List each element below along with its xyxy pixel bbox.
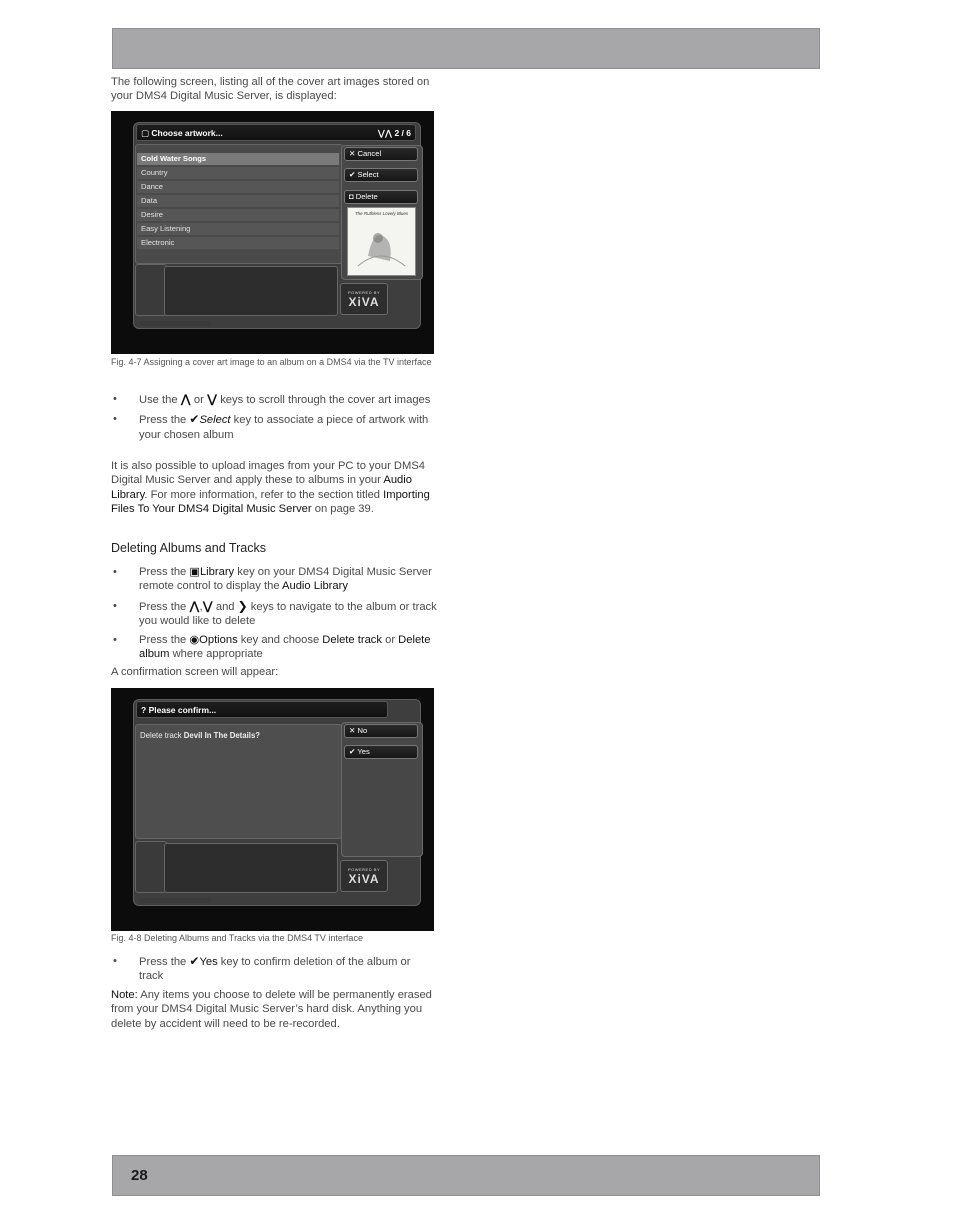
info-panel-left <box>135 841 167 893</box>
close-icon: ✕ <box>349 726 356 735</box>
right-arrow-icon: ❯ <box>237 598 248 613</box>
progress-strip <box>139 321 211 326</box>
info-panel <box>164 843 338 893</box>
footer-bar <box>112 1155 820 1196</box>
confirm-intro: A confirmation screen will appear: <box>111 666 279 678</box>
no-button[interactable]: ✕ No <box>344 724 418 738</box>
header-bar <box>112 28 820 69</box>
chevron-up-icon: ⋀ <box>384 128 393 138</box>
list-item: • Press the ▣Library key on your DMS4 Digital Music Server remote control to display the Audio Library <box>113 566 432 593</box>
check-icon: ✔ <box>189 954 200 968</box>
intro-text: The following screen, listing all of the cover art images stored on your DMS4 Digital Music Server, is displayed: <box>111 76 430 103</box>
list-item: • Press the ◉Options key and choose Delete track or Delete album where appropriate <box>113 634 431 661</box>
progress-strip <box>139 898 211 903</box>
list-item: • Press the ⋀,⋁ and ❯ keys to navigate to the album or track you would like to delete <box>113 598 437 627</box>
library-icon: ▣ <box>189 566 200 578</box>
close-icon: ✕ <box>349 149 356 158</box>
select-button[interactable]: ✔ Select <box>344 168 418 182</box>
list-item[interactable]: Data <box>137 195 339 207</box>
info-panel-left <box>135 264 167 316</box>
figure-caption-2: Fig. 4-8 Deleting Albums and Tracks via the DMS4 TV interface <box>111 933 363 943</box>
delete-button[interactable]: ◘ Delete <box>344 190 418 204</box>
section-heading: Deleting Albums and Tracks <box>111 541 266 555</box>
list-item[interactable]: Cold Water Songs <box>137 153 339 165</box>
check-icon: ✔ <box>189 412 200 427</box>
delete-icon: ◘ <box>349 192 354 201</box>
section-ref: Importing Files To Your DMS4 Digital Music Server <box>111 488 430 515</box>
artwork-illustration <box>348 216 415 271</box>
audio-library-ref: Audio Library <box>111 474 412 501</box>
bullets-delete <box>111 565 437 667</box>
list-item: • Press the ✔Select key to associate a piece of artwork with your chosen album <box>113 412 429 441</box>
screen-title-bar <box>136 701 388 718</box>
list-item[interactable]: Country <box>137 167 339 179</box>
list-item[interactable]: Electronic <box>137 237 339 249</box>
xiva-logo: POWERED BY XiVA <box>340 283 388 315</box>
page-counter: ⋁⋀ 2 / 6 <box>377 128 411 138</box>
up-arrow-icon: ⋀ <box>189 598 200 613</box>
cancel-button[interactable]: ✕ Cancel <box>344 147 418 161</box>
message-panel <box>135 724 342 839</box>
confirm-message: Delete track Devil In The Details? <box>140 731 261 740</box>
bullets-confirm <box>111 954 437 989</box>
list-item[interactable]: Easy Listening <box>137 223 339 235</box>
bullets-scroll <box>111 392 437 447</box>
choose-artwork-screenshot <box>111 111 434 354</box>
down-arrow-icon: ⋁ <box>206 392 218 406</box>
down-arrow-icon: ⋁ <box>202 598 213 613</box>
list-item: • Use the ⋀ or ⋁ keys to scroll through the cover art images <box>113 392 431 406</box>
info-panel <box>164 266 338 316</box>
chevron-down-icon: ⋁ <box>377 128 385 138</box>
up-arrow-icon: ⋀ <box>180 392 191 406</box>
xiva-logo: POWERED BY XiVA <box>340 860 388 892</box>
question-icon: ? <box>141 705 147 715</box>
upload-paragraph: It is also possible to upload images from your PC to your DMS4 Digital Music Server and apply these to albums in your Audio Library. For more information, refer to the section titled Importing Files To Your DMS4 Digital Music Server on page 39. <box>111 460 430 515</box>
screen-title: Choose artwork... <box>151 128 223 138</box>
list-item: • Press the ✔Yes key to confirm deletion of the album or track <box>113 954 411 983</box>
note-paragraph: Note: Any items you choose to delete will be permanently erased from your DMS4 Digital Music Server’s hard disk. Anything you delete by accident will need to be re-recorded. <box>111 989 432 1030</box>
yes-button[interactable]: ✔ Yes <box>344 745 418 759</box>
screen-title-bar <box>136 124 416 141</box>
screen-title: Please confirm... <box>148 705 217 715</box>
cover-artwork-preview: The Ruthless Lovely Blues <box>347 207 416 276</box>
list-item[interactable]: Dance <box>137 181 339 193</box>
options-icon: ◉ <box>189 634 200 647</box>
check-icon: ✔ <box>349 170 356 179</box>
action-side-panel <box>341 722 423 857</box>
note-label: Note: <box>111 989 138 1001</box>
check-icon: ✔ <box>349 747 356 756</box>
list-item[interactable]: Desire <box>137 209 339 221</box>
confirm-delete-screenshot <box>111 688 434 931</box>
figure-caption-1: Fig. 4-7 Assigning a cover art image to an album on a DMS4 via the TV interface <box>111 357 432 367</box>
page-number: 28 <box>131 1167 148 1184</box>
image-icon: ▢ <box>141 128 150 138</box>
